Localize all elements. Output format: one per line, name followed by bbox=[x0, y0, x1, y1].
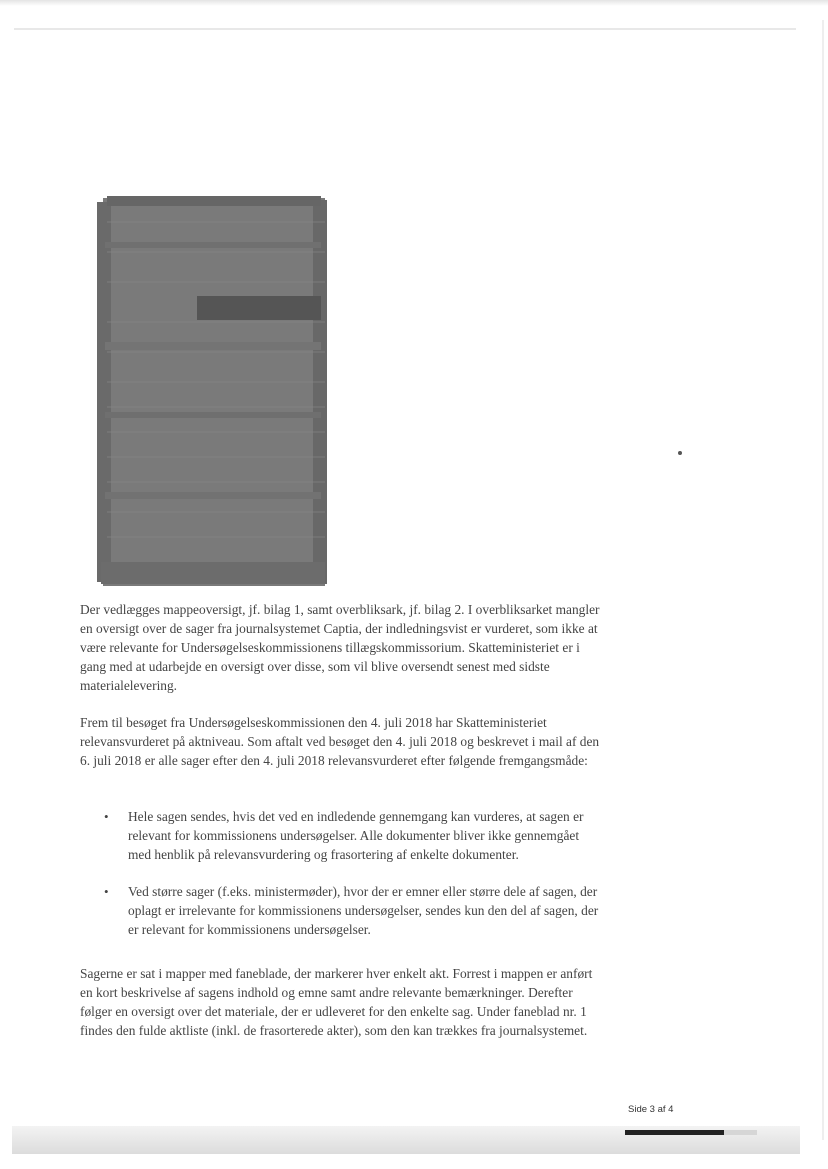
paragraph-2: Frem til besøget fra Undersøgelseskommissionen den 4. juli 2018 har Skatteministeriet relevansvurderet på aktniveau. Som aftalt ved besøget den 4. juli 2018 og beskrevet i mail af den 6. juli 2018 er alle sager efter den 4. juli 2018 relevansvurderet efter følgende fremgangsmåde: bbox=[80, 715, 600, 768]
page-number-label: Side 3 af 4 bbox=[628, 1104, 674, 1115]
bullet-dot-icon: • bbox=[104, 809, 109, 824]
paragraph-1: Der vedlægges mappeoversigt, jf. bilag 1, samt overbliksark, jf. bilag 2. I overbliksarket mangler en oversigt over de sager fra journalsystemet Captia, der indledningsvist er vurderet, som ikke at være relevante for Undersøgelseskommissionens tillægskommissorium. Skatteministeriet er i gang med at udarbejde en oversigt over disse, som vil blive oversendt senest med sidste materialelevering. bbox=[80, 602, 600, 693]
paragraph-3: Sagerne er sat i mapper med faneblade, der markerer hver enkelt akt. Forrest i mappen er anført en kort beskrivelse af sagens indhold og emne samt andre relevante bemærkninger. Derefter følger en oversigt over det materiale, der er udleveret for den enkelte sag. Under faneblad nr. 1 findes den fulde aktliste (inkl. de frasorterede akter), som den kan trækkes fra journalsystemet. bbox=[80, 966, 593, 1038]
bullet-text: Hele sagen sendes, hvis det ved en indledende gennemgang kan vurderes, at sagen er relevant for kommissionens undersøgelser. Alle dokumenter bliver ikke gennemgået med henblik på relevansvurdering og frasortering af enkelte dokumenter. bbox=[128, 809, 584, 862]
bullet-text: Ved større sager (f.eks. ministermøder), hvor der er emner eller større dele af sagen, der oplagt er irrelevante for kommissionens undersøgelser, sendes kun den del af sagen, der er relevant for kommissionens undersøgelser. bbox=[128, 884, 599, 937]
redaction-block bbox=[97, 192, 329, 590]
bullet-list bbox=[80, 807, 600, 957]
page-edge-right bbox=[822, 20, 824, 1140]
scan-speck bbox=[678, 451, 682, 455]
page-progress-fill bbox=[625, 1130, 724, 1135]
bullet-dot-icon: • bbox=[104, 884, 109, 899]
page-progress-bar bbox=[625, 1130, 757, 1135]
bullet-item bbox=[80, 882, 600, 939]
bullet-item bbox=[80, 807, 600, 864]
page-edge-top bbox=[0, 0, 828, 6]
header-rule bbox=[14, 28, 796, 30]
